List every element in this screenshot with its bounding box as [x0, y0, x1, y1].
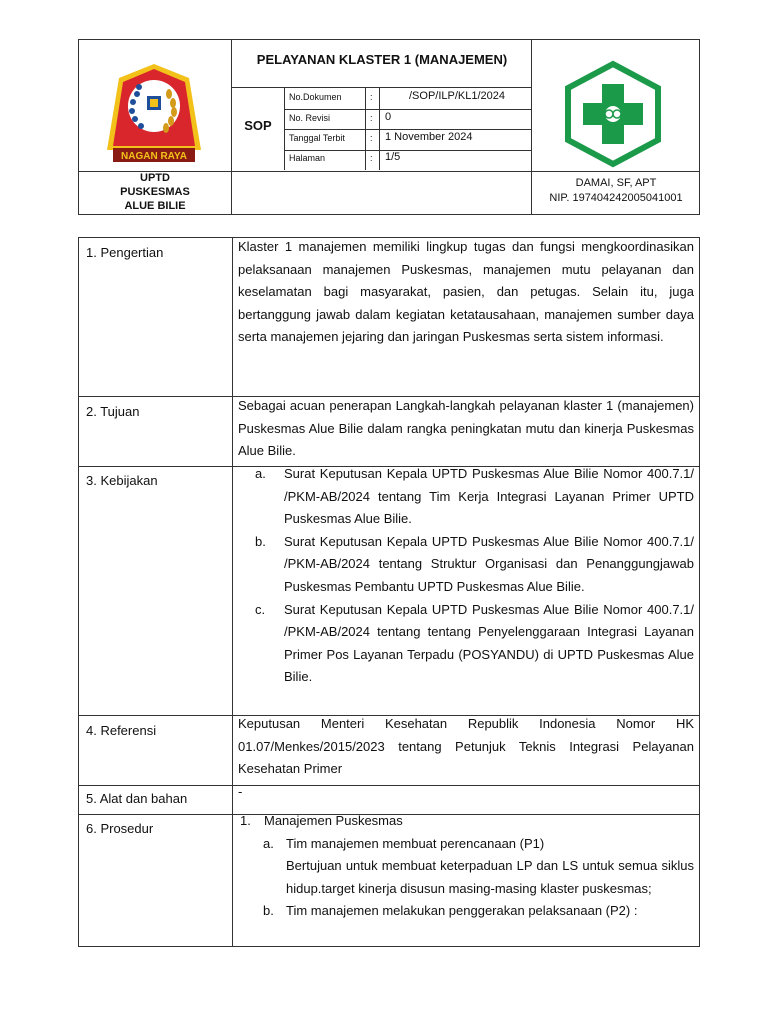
- doc-type-label: SOP: [244, 118, 272, 133]
- section-label-kebijakan: 3. Kebijakan: [86, 473, 158, 488]
- nagan-raya-logo: [89, 54, 219, 166]
- list-marker: c.: [255, 601, 266, 617]
- procedure-substep: [238, 900, 694, 923]
- meta-value: 1 November 2024: [385, 131, 473, 143]
- section-label-alat: 5. Alat dan bahan: [86, 791, 188, 806]
- meta-colon: :: [370, 113, 373, 123]
- substep-description: Bertujuan untuk membuat keterpaduan LP dan LS untuk semua siklus hidup.target kinerja disusun masing-masing klaster puskesmas;: [286, 858, 694, 896]
- section-label-prosedur: 6. Prosedur: [86, 821, 154, 836]
- signer-block: [532, 176, 700, 206]
- document-header: [78, 39, 700, 215]
- section-label-referensi: 4. Referensi: [86, 723, 157, 738]
- substep-text: Tim manajemen melakukan penggerakan pelaksanaan (P2) :: [286, 903, 638, 919]
- logo-text: NAGAN RAYA: [121, 151, 187, 162]
- header-divider: [284, 150, 531, 151]
- meta-label: No.Dokumen: [289, 92, 342, 102]
- prosedur-content: [238, 810, 694, 923]
- meta-label: No. Revisi: [289, 113, 331, 123]
- header-divider: [231, 87, 531, 88]
- header-divider: [284, 109, 531, 110]
- org-line: UPTD: [140, 172, 170, 184]
- section-text-pengertian: Klaster 1 manajemen memiliki lingkup tugas dan fungsi mengkoordinasikan pelaksanaan manajemen Puskesmas, manajemen mutu pelayanan dan keselamatan bagi masyarakat, pasien, dan petugas. Selain itu, juga bertanggung jawab dalam kegiatan ketatausahaan, manajemen sumber daya serta manajemen jejaring dan jaringan Puskesmas serta sistem informasi.: [238, 239, 694, 345]
- list-marker: b.: [255, 533, 266, 549]
- list-item: [238, 531, 694, 599]
- section-text-alat: -: [238, 784, 243, 799]
- meta-value: 0: [385, 111, 392, 123]
- list-item: [238, 463, 694, 531]
- procedure-step: [238, 810, 694, 833]
- section-text-tujuan: Sebagai acuan penerapan Langkah-langkah pelayanan klaster 1 (manajemen) Puskesmas Alue Bilie dalam rangka peningkatan mutu dan kinerja Puskesmas Alue Bilie.: [238, 398, 694, 459]
- list-marker: a.: [255, 466, 266, 481]
- section-label-tujuan: 2. Tujuan: [86, 404, 140, 419]
- procedure-substep: [238, 833, 694, 856]
- organization-name: [79, 171, 231, 213]
- step-text: Manajemen Puskesmas: [264, 813, 403, 828]
- list-item: [238, 599, 694, 689]
- signer-nip: NIP. 197404242005041001: [549, 192, 683, 204]
- section-label-pengertian: 1. Pengertian: [86, 245, 164, 260]
- meta-colon: :: [370, 92, 373, 102]
- list-item-text: Surat Keputusan Kepala UPTD Puskesmas Alue Bilie Nomor 400.7.1/ /PKM-AB/2024 tentang Tim Kerja Integrasi Layanan Primer UPTD Puskesmas Alue Bilie.: [284, 466, 694, 527]
- step-marker: 1.: [240, 813, 251, 828]
- signer-name: DAMAI, SF, APT: [575, 177, 657, 189]
- org-line: ALUE BILIE: [124, 200, 186, 212]
- section-text-referensi: Keputusan Menteri Kesehatan Republik Indonesia Nomor HK 01.07/Menkes/2015/2023 tentang Petunjuk Teknis Integrasi Pelayanan Kesehatan Primer: [238, 716, 694, 777]
- sop-content-table: [78, 237, 700, 947]
- meta-value: /SOP/ILP/KL1/2024: [409, 90, 506, 102]
- header-divider: [284, 129, 531, 130]
- column-divider: [232, 238, 233, 946]
- substep-marker: b.: [263, 903, 274, 919]
- substep-marker: a.: [263, 835, 274, 851]
- document-title: PELAYANAN KLASTER 1 (MANAJEMEN): [256, 52, 508, 67]
- substep-text: Tim manajemen membuat perencanaan (P1): [286, 835, 545, 851]
- header-divider: [531, 171, 699, 172]
- meta-colon: :: [370, 133, 373, 143]
- list-item-text: Surat Keputusan Kepala UPTD Puskesmas Alue Bilie Nomor 400.7.1/ /PKM-AB/2024 tentang Struktur Organisasi dan Penanggungjawab Puskesmas Pembantu UPTD Puskesmas Alue Bilie.: [284, 533, 694, 594]
- meta-label: Halaman: [289, 153, 326, 163]
- meta-value: 1/5: [385, 151, 401, 163]
- org-line: PUSKESMAS: [120, 186, 190, 198]
- meta-label: Tanggal Terbit: [289, 133, 345, 143]
- meta-colon: :: [370, 153, 373, 163]
- kebijakan-list: [238, 463, 694, 689]
- list-item-text: Surat Keputusan Kepala UPTD Puskesmas Alue Bilie Nomor 400.7.1/ /PKM-AB/2024 tentang tentang Penyelenggaraan Integrasi Layanan Primer Pos Layanan Terpadu (POSYANDU) di UPTD Puskesmas Alue Bilie.: [284, 601, 694, 685]
- puskesmas-logo: [542, 58, 684, 170]
